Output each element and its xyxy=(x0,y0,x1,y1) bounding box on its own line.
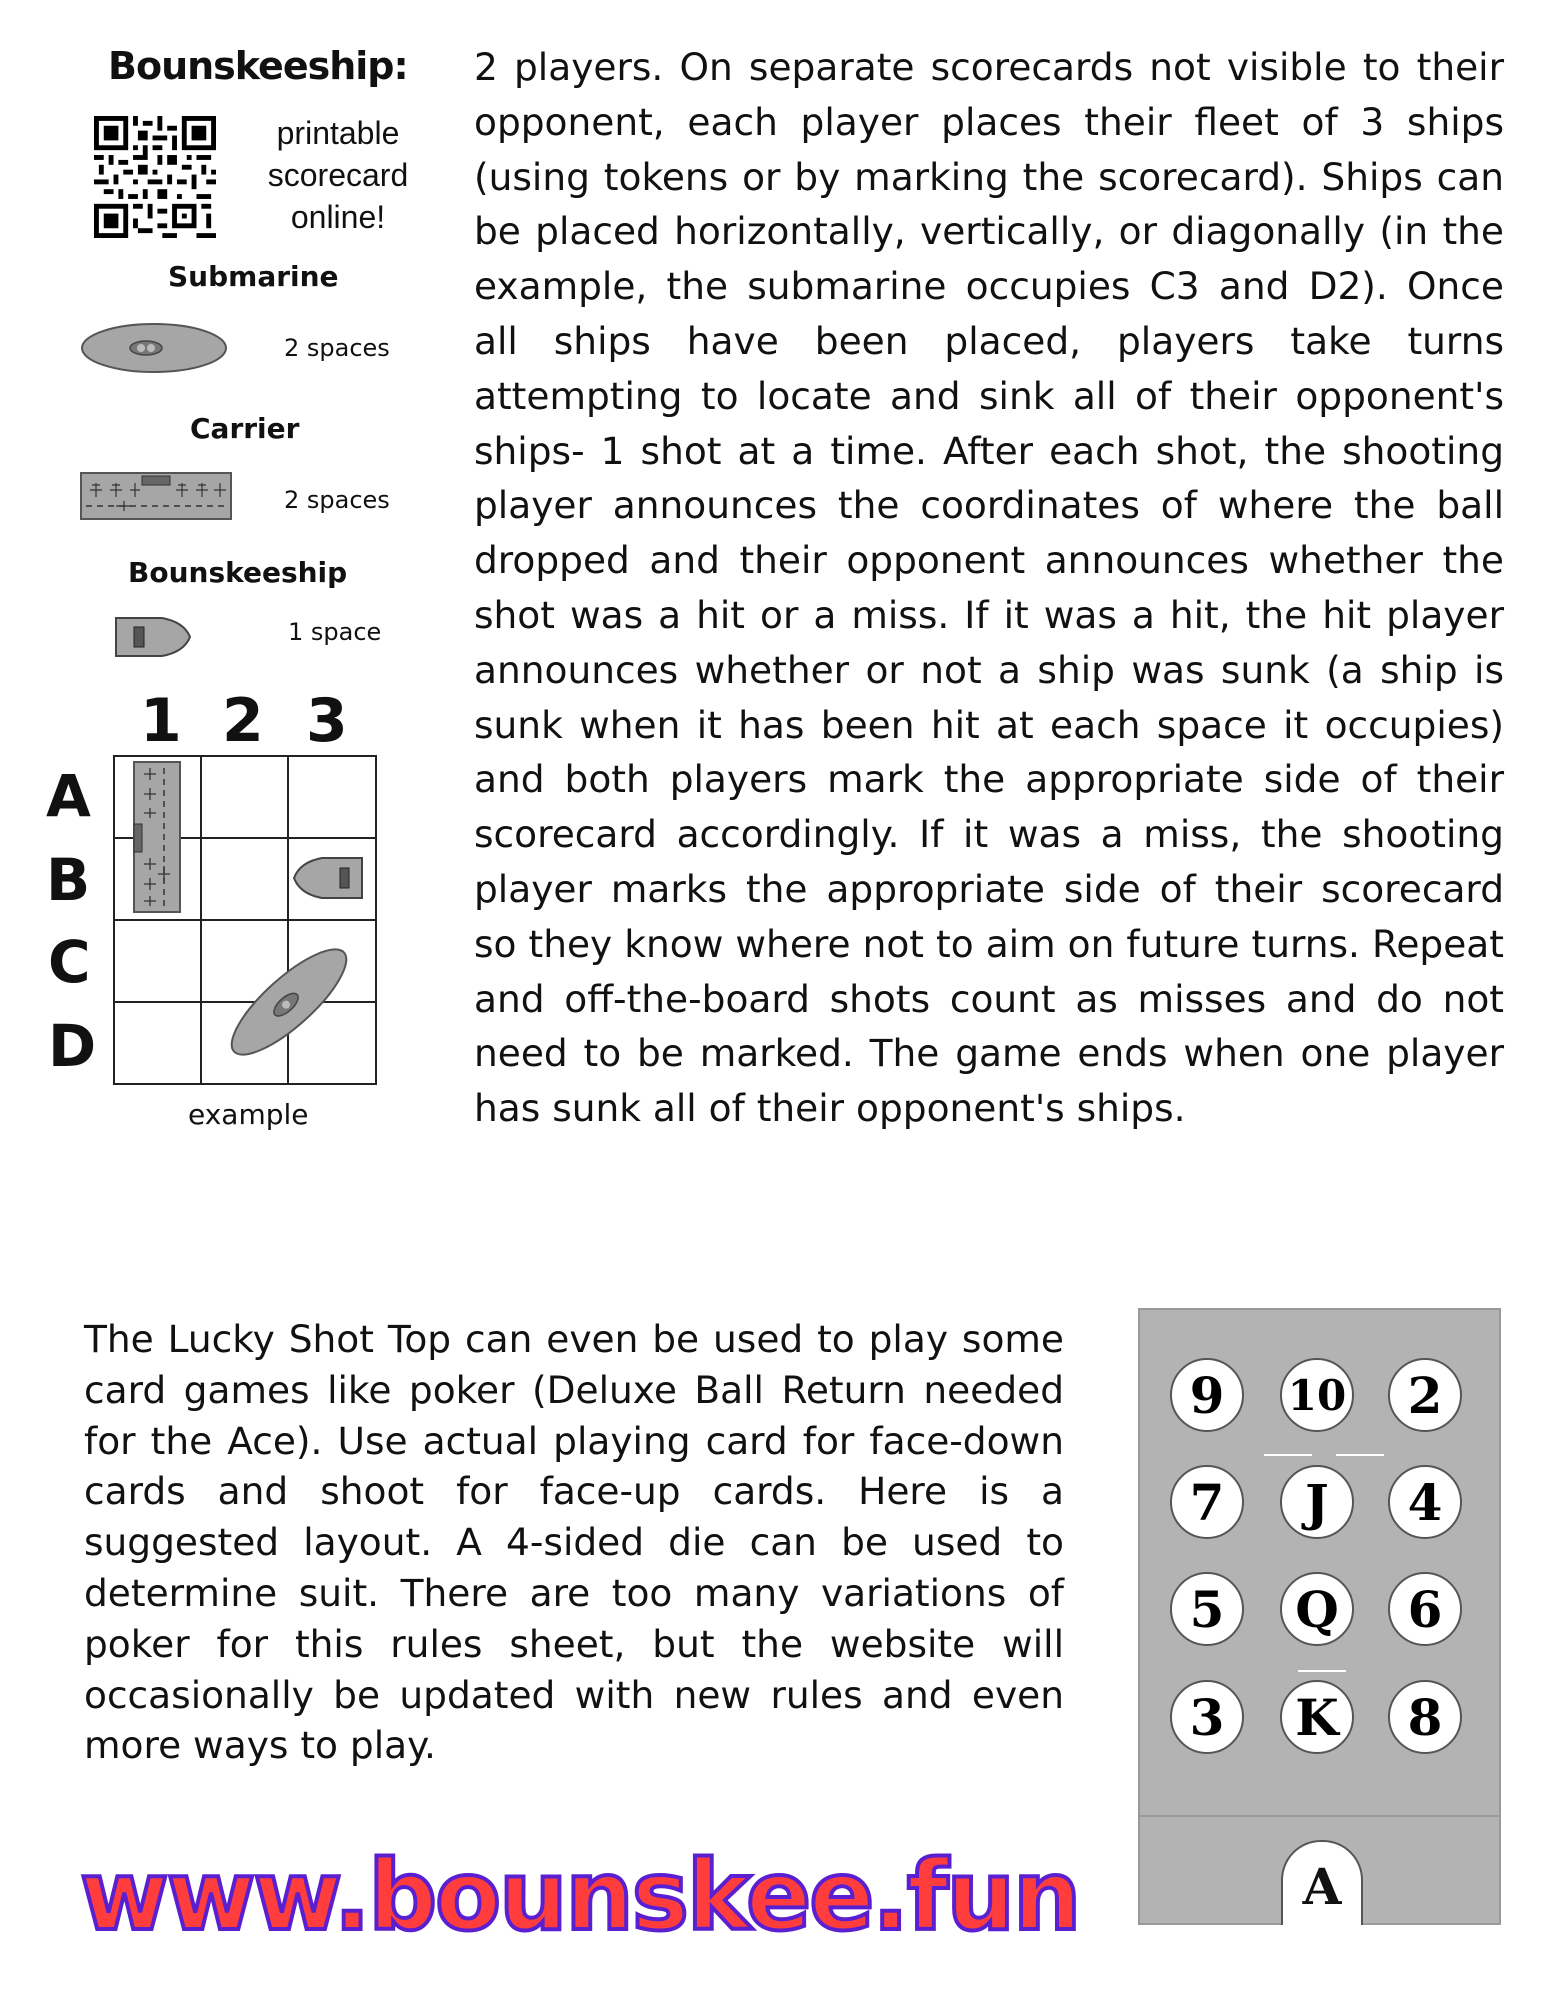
ace-slot: A xyxy=(1281,1840,1363,1925)
ball-9: 9 xyxy=(1170,1358,1244,1432)
row-label-a: A xyxy=(46,762,91,830)
bounskeeship-placement xyxy=(294,858,362,898)
ball-10: 10 xyxy=(1280,1358,1354,1432)
carrier-icon xyxy=(80,472,232,520)
scorecard-promo: printable scorecard online! xyxy=(267,115,409,235)
ball-7: 7 xyxy=(1170,1465,1244,1539)
ball-3: 3 xyxy=(1170,1680,1244,1754)
ball-k: K xyxy=(1280,1680,1354,1754)
row-label-c: C xyxy=(48,928,91,996)
rules-paragraph: 2 players. On separate scorecards not visible to their opponent, each player places their fleet of 3 ships (using tokens or by marking the scorecard). Ships can be placed horizontally, vertically, or diagonally (in the example, the submarine occupies C3 and D2). Once all ships have been placed, players take turns attempting to locate and sink all of their opponent's ships- 1 shot at a time. After each shot, the shooting player announces the coordinates of where the ball dropped and their opponent announces whether the shot was a hit or a miss. If it was a hit, the hit player announces whether or not a ship was sunk (a ship is sunk when it has been hit at each space it occupies) and both players mark the appropriate side of their scorecard accordingly. If it was a miss, the shooting player marks the appropriate side of their scorecard so they know where not to aim on future turns. Repeat and off-the-board shots count as misses and do not need to be marked. The game ends when one player has sunk all of their opponent's ships. xyxy=(474,45,1504,1131)
bounskeeship-icon xyxy=(114,614,192,660)
ship-name-bounskeeship: Bounskeeship xyxy=(128,556,348,589)
ball-2: 2 xyxy=(1388,1358,1462,1432)
row-label-d: D xyxy=(48,1012,97,1080)
column-label-1: 1 xyxy=(140,686,182,756)
grid-caption: example xyxy=(188,1098,309,1131)
website-link[interactable]: www.bounskee.fun xyxy=(80,1840,1080,1952)
submarine-icon xyxy=(80,322,228,374)
qr-code-icon[interactable] xyxy=(94,116,216,238)
example-grid xyxy=(112,754,380,1086)
title: Bounskeeship: xyxy=(108,44,408,88)
ship-name-submarine: Submarine xyxy=(168,260,339,293)
ball-q: Q xyxy=(1280,1572,1354,1646)
ship-spaces-submarine: 2 spaces xyxy=(284,334,390,362)
ball-8: 8 xyxy=(1388,1680,1462,1754)
ball-6: 6 xyxy=(1388,1572,1462,1646)
ball-j: J xyxy=(1280,1465,1354,1539)
row-label-b: B xyxy=(46,846,91,914)
ship-spaces-carrier: 2 spaces xyxy=(284,486,390,514)
poker-paragraph: The Lucky Shot Top can even be used to play some card games like poker (Deluxe Ball Return needed for the Ace). Use actual playing card for face-down cards and shoot for face-up cards. Here is a suggested layout. A 4-sided die can be used to determine suit. There are too many variations of poker for this rules sheet, but the website will occasionally be updated with new rules and even more ways to play. xyxy=(84,1317,1064,1768)
ship-spaces-bounskeeship: 1 space xyxy=(288,618,382,646)
ball-5: 5 xyxy=(1170,1572,1244,1646)
ball-4: 4 xyxy=(1388,1465,1462,1539)
card-layout-board xyxy=(1138,1308,1501,1925)
carrier-placement xyxy=(134,762,180,912)
column-label-2: 2 xyxy=(222,686,264,756)
column-label-3: 3 xyxy=(306,686,348,756)
ship-name-carrier: Carrier xyxy=(190,412,300,445)
